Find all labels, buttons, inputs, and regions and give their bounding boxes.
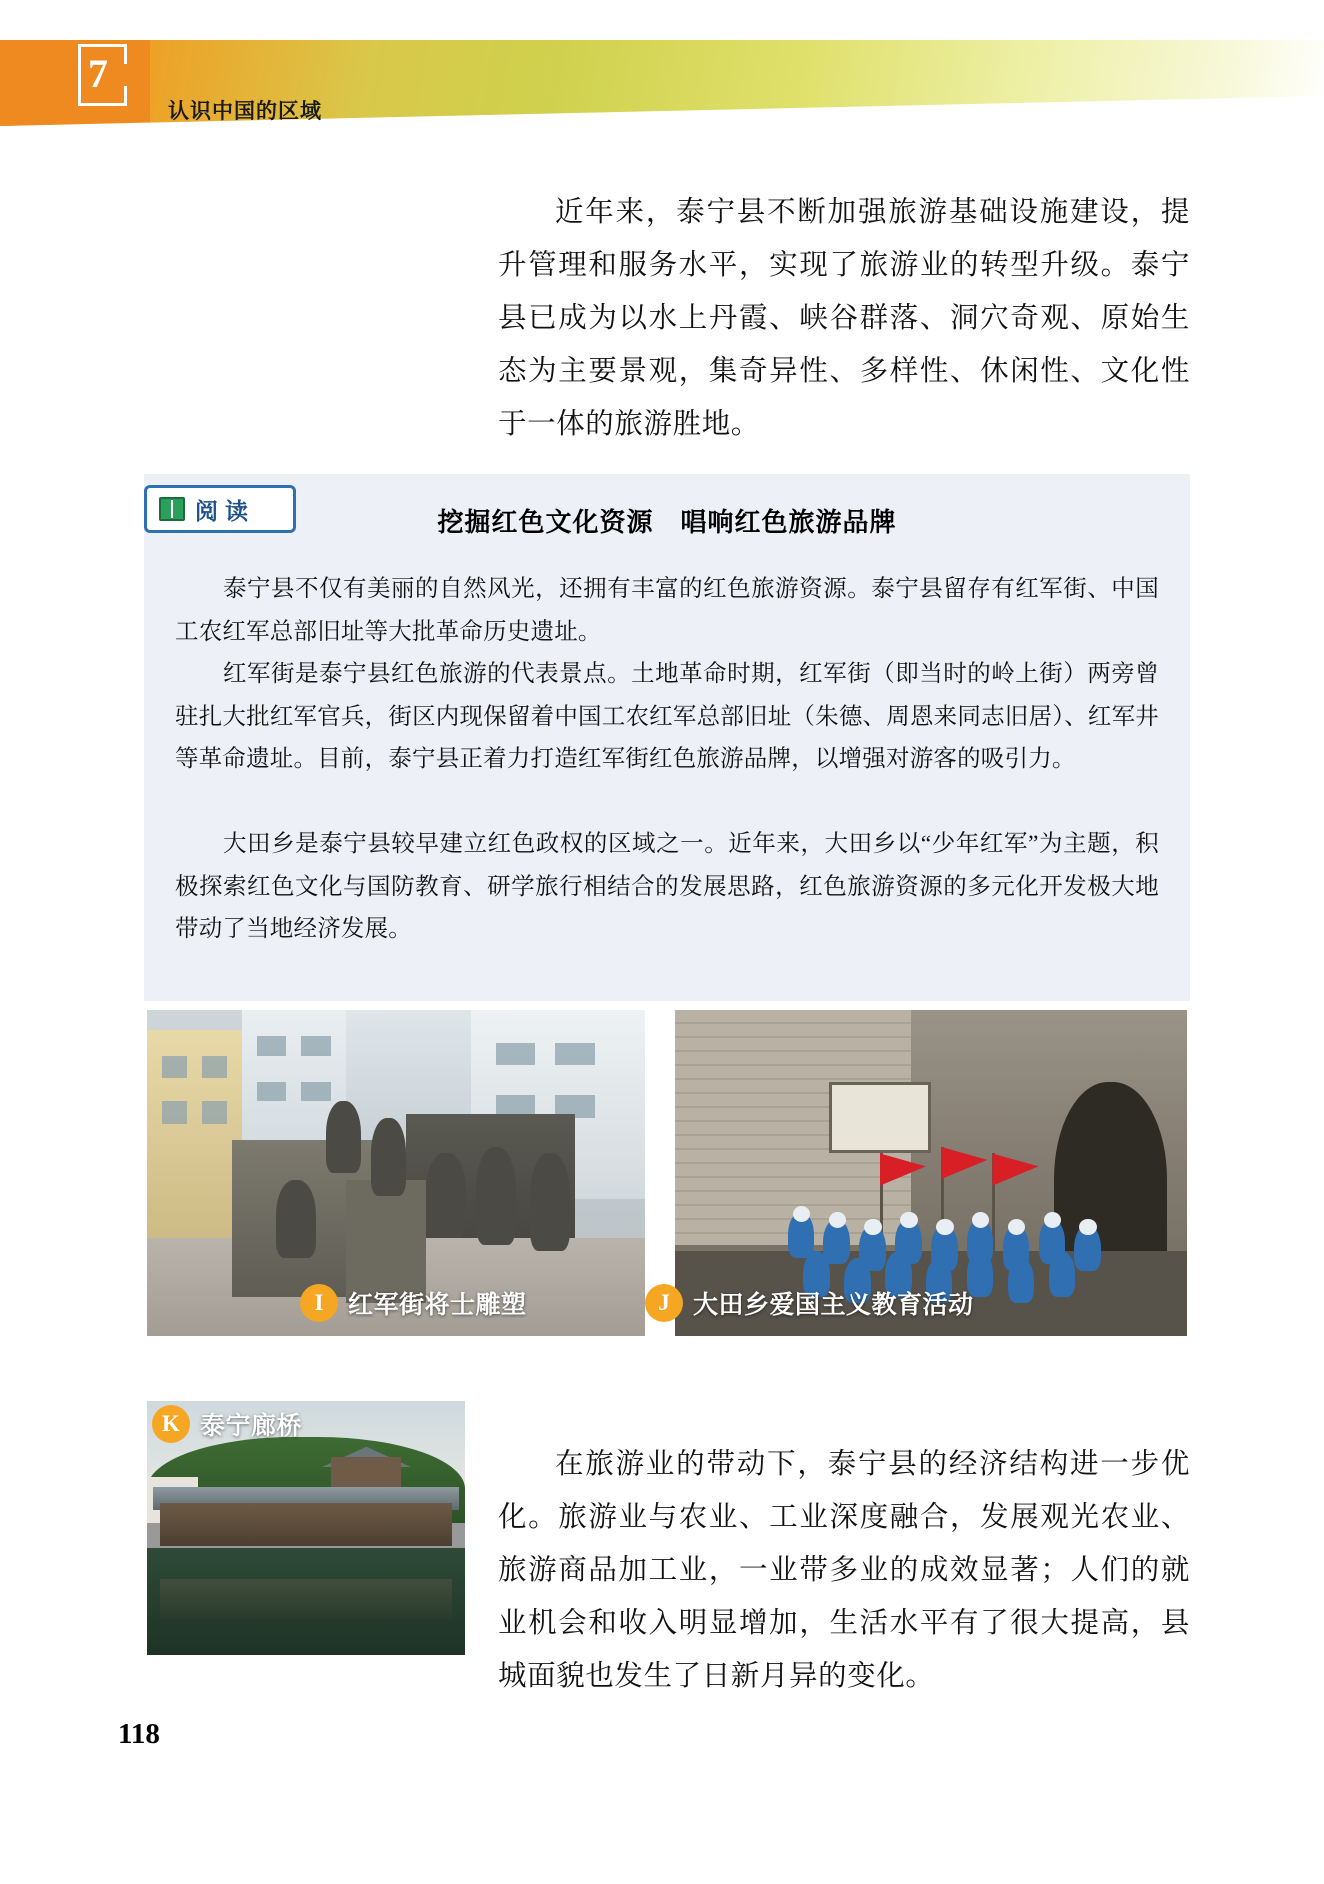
figure-badge-j: J [645, 1284, 683, 1322]
figure-caption-text-k: 泰宁廊桥 [200, 1412, 303, 1440]
figure-caption-j [645, 1282, 974, 1324]
chapter-number: 7 [88, 51, 108, 96]
header-orange-block [0, 40, 150, 126]
intro-paragraph: 近年来，泰宁县不断加强旅游基础设施建设，提升管理和服务水平，实现了旅游业的转型升级。泰宁县已成为以水上丹霞、峡谷群落、洞穴奇观、原始生态为主要景观，集奇异性、多样性、休闲性、文化性于一体的旅游胜地。 [498, 196, 1190, 440]
photo-k-reflection [160, 1579, 453, 1620]
photo-j-notice-board [829, 1082, 931, 1154]
reading-paragraph-2: 红军街是泰宁县红色旅游的代表景点。土地革命时期，红军街（即当时的岭上街）两旁曾驻扎大批红军官兵，街区内现保留着中国工农红军总部旧址（朱德、周恩来同志旧居）、红军井等革命遗址。目前，泰宁县正着力打造红军街红色旅游品牌，以增强对游客的吸引力。 [175, 661, 1159, 772]
figure-caption-k [152, 1403, 302, 1445]
reading-paragraph-1: 泰宁县不仅有美丽的自然风光，还拥有丰富的红色旅游资源。泰宁县留存有红军街、中国工农红军总部旧址等大批革命历史遗址。 [175, 576, 1159, 645]
figure-caption-text-i: 红军街将士雕塑 [348, 1291, 527, 1319]
bottom-paragraph: 在旅游业的带动下，泰宁县的经济结构进一步优化。旅游业与农业、工业深度融合，发展观光农业、旅游商品加工业，一业带多业的成效显著；人们的就业机会和收入明显增加，生活水平有了很大提高，县城面貌也发生了日新月异的变化。 [498, 1448, 1190, 1692]
figure-caption-i [300, 1282, 527, 1324]
figure-badge-i: I [300, 1284, 338, 1322]
reading-title: 挖掘红色文化资源 唱响红色旅游品牌 [437, 507, 897, 537]
reading-paragraph-3: 大田乡是泰宁县较早建立红色政权的区域之一。近年来，大田乡以“少年红军”为主题，积极探索红色文化与国防教育、研学旅行相结合的发展思路，红色旅游资源的多元化开发极大地带动了当地经济发展。 [175, 831, 1159, 942]
figure-caption-text-j: 大田乡爱国主义教育活动 [693, 1291, 974, 1319]
figure-badge-k: K [152, 1405, 190, 1443]
page-number: 118 [118, 1718, 160, 1750]
chapter-title: 认识中国的区域 [168, 100, 322, 123]
reading-tab-label: 阅读 [195, 497, 255, 524]
photo-k-bridge-body [160, 1503, 453, 1546]
